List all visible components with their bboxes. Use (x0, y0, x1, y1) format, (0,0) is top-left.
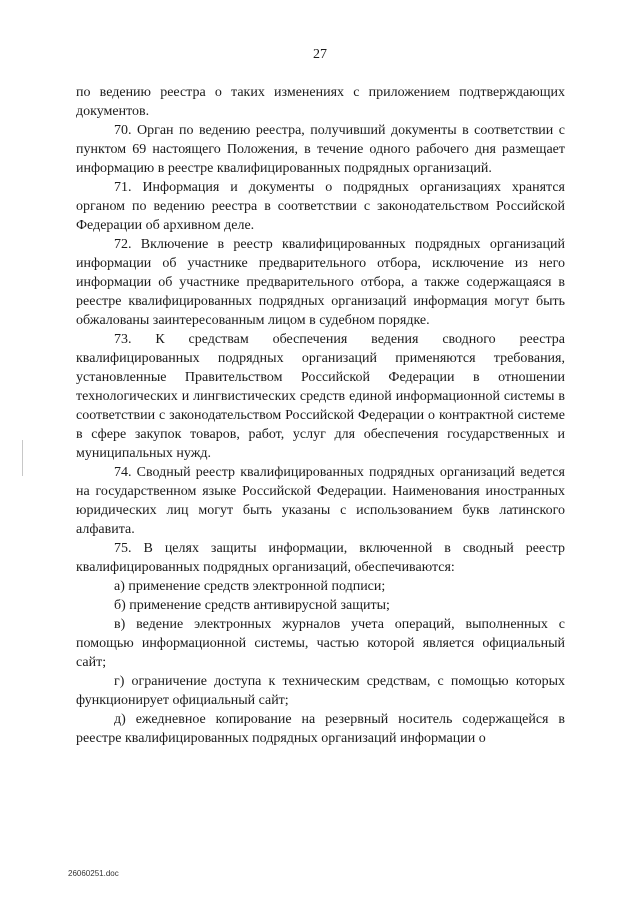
paragraph-71: 71. Информация и документы о подрядных организациях хранятся органом по ведению реестра в соответствии с законодательством Российской Федерации об архивном деле. (76, 180, 565, 233)
list-item-g: г) ограничение доступа к техническим средствам, с помощью которых функционирует официальный сайт; (76, 674, 565, 708)
page-number: 27 (313, 47, 327, 62)
paragraph-72: 72. Включение в реестр квалифицированных подрядных организаций информации об участнике предварительного отбора, исключение из него информации об участнике предварительного отбора, а также содержащаяся в реестре квалифицированных подрядных организаций информация могут быть обжалованы заинтересованным лицом в судебном порядке. (76, 237, 565, 328)
list-item-v: в) ведение электронных журналов учета операций, выполненных с помощью информационной системы, частью которой является официальный сайт; (76, 617, 565, 670)
paragraph-continuation: по ведению реестра о таких изменениях с приложением подтверждающих документов. (76, 85, 565, 119)
footer-filename: 26060251.doc (68, 869, 119, 878)
paragraph-73: 73. К средствам обеспечения ведения сводного реестра квалифицированных подрядных организаций применяются требования, установленные Правительством Российской Федерации в отношении технологических и лингвистических средств единой информационной системы в соответствии с законодательством Российской Федерации о контрактной системе в сфере закупок товаров, работ, услуг для обеспечения государственных и муниципальных нужд. (76, 332, 565, 461)
document-body (76, 83, 565, 748)
list-item-b: б) применение средств антивирусной защиты; (114, 598, 390, 613)
list-item-d: д) ежедневное копирование на резервный носитель содержащейся в реестре квалифицированных подрядных организаций информации о (76, 712, 565, 746)
paragraph-74: 74. Сводный реестр квалифицированных подрядных организаций ведется на государственном языке Российской Федерации. Наименования иностранных юридических лиц могут быть указаны с использованием букв латинского алфавита. (76, 465, 565, 537)
list-item-a: а) применение средств электронной подписи; (114, 579, 386, 594)
paragraph-70: 70. Орган по ведению реестра, получивший документы в соответствии с пунктом 69 настоящего Положения, в течение одного рабочего дня размещает информацию в реестре квалифицированных подрядных организаций. (76, 123, 565, 176)
margin-scan-mark (22, 440, 23, 476)
paragraph-75: 75. В целях защиты информации, включенной в сводный реестр квалифицированных подрядных организаций, обеспечиваются: (76, 541, 565, 575)
